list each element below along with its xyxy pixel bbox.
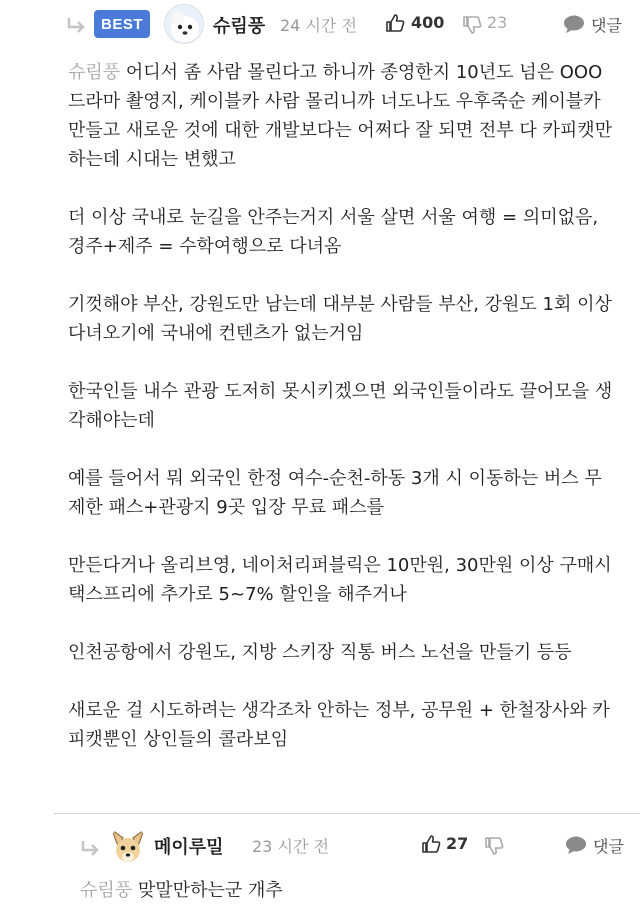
comment-time: 24 시간 전 bbox=[280, 16, 357, 35]
mention-tag[interactable]: 슈림풍 bbox=[68, 62, 121, 83]
like-count: 27 bbox=[446, 834, 469, 853]
comment-paragraph: 한국인들 내수 관광 도저히 못시키겠으면 외국인들이라도 끌어모을 생각해야는데 bbox=[68, 381, 613, 431]
reply-button[interactable]: 댓글 bbox=[593, 837, 624, 856]
thumb-down-icon[interactable] bbox=[484, 836, 504, 856]
like-count: 400 bbox=[411, 13, 445, 32]
avatar[interactable] bbox=[108, 826, 148, 866]
comment-time: 23 시간 전 bbox=[252, 837, 329, 856]
avatar[interactable] bbox=[164, 4, 204, 44]
comment-body bbox=[68, 58, 616, 783]
speech-bubble-icon[interactable] bbox=[565, 836, 587, 855]
thumb-down-icon[interactable] bbox=[462, 15, 482, 35]
comment-paragraph bbox=[68, 58, 616, 174]
thumb-up-icon[interactable] bbox=[385, 13, 405, 33]
mention-tag[interactable]: 슈림풍 bbox=[80, 880, 133, 901]
best-comment-header bbox=[0, 0, 640, 48]
author-name[interactable]: 메이루밀 bbox=[154, 837, 224, 858]
reply-arrow-icon bbox=[66, 15, 88, 37]
dislike-count: 23 bbox=[487, 13, 508, 32]
comment-paragraph: 더 이상 국내로 눈길을 안주는거지 서울 살면 서울 여행 = 의미없음, 경주+제주 = 수학여행으로 다녀옴 bbox=[68, 207, 599, 257]
avatar-image bbox=[108, 826, 148, 866]
divider bbox=[54, 813, 640, 814]
author-name[interactable]: 슈림풍 bbox=[213, 16, 266, 37]
comment-paragraph: 기껏해야 부산, 강원도만 남는데 대부분 사람들 부산, 강원도 1회 이상 다녀오기에 국내에 컨텐츠가 없는거임 bbox=[68, 294, 612, 344]
reply-button[interactable]: 댓글 bbox=[591, 16, 622, 35]
comment-paragraph: 만든다거나 올리브영, 네이처리퍼블릭은 10만원, 30만원 이상 구매시 택스프리에 추가로 5~7% 할인을 해주거나 bbox=[68, 555, 612, 605]
comment-paragraph: 인천공항에서 강원도, 지방 스키장 직통 버스 노선을 만들기 등등 bbox=[68, 642, 572, 663]
paragraph-text: 어디서 좀 사람 몰린다고 하니까 종영한지 10년도 넘은 OOO 드라마 촬영지, 케이블카 사람 몰리니까 너도나도 우후죽순 케이블카 만들고 새로운 것에 대한 개발보다는 어쩌다 잘 되면 전부 다 카피캣만 하는데 시대는 변했고 bbox=[68, 62, 613, 170]
comment-paragraph: 예를 들어서 뭐 외국인 한정 여수-순천-하동 3개 시 이동하는 버스 무제한 패스+관광지 9곳 입장 무료 패스를 bbox=[68, 468, 602, 518]
thumb-up-icon[interactable] bbox=[421, 834, 441, 854]
reply-arrow-icon bbox=[80, 838, 102, 860]
best-badge: BEST bbox=[94, 10, 150, 38]
comment-paragraph: 새로운 걸 시도하려는 생각조차 안하는 정부, 공무원 + 한철장사와 카피캣뿐인 상인들의 콜라보임 bbox=[68, 700, 610, 750]
avatar-image bbox=[165, 5, 204, 44]
speech-bubble-icon[interactable] bbox=[563, 15, 585, 34]
reply-body bbox=[80, 876, 283, 902]
reply-text: 맞말만하는군 개추 bbox=[137, 880, 283, 901]
